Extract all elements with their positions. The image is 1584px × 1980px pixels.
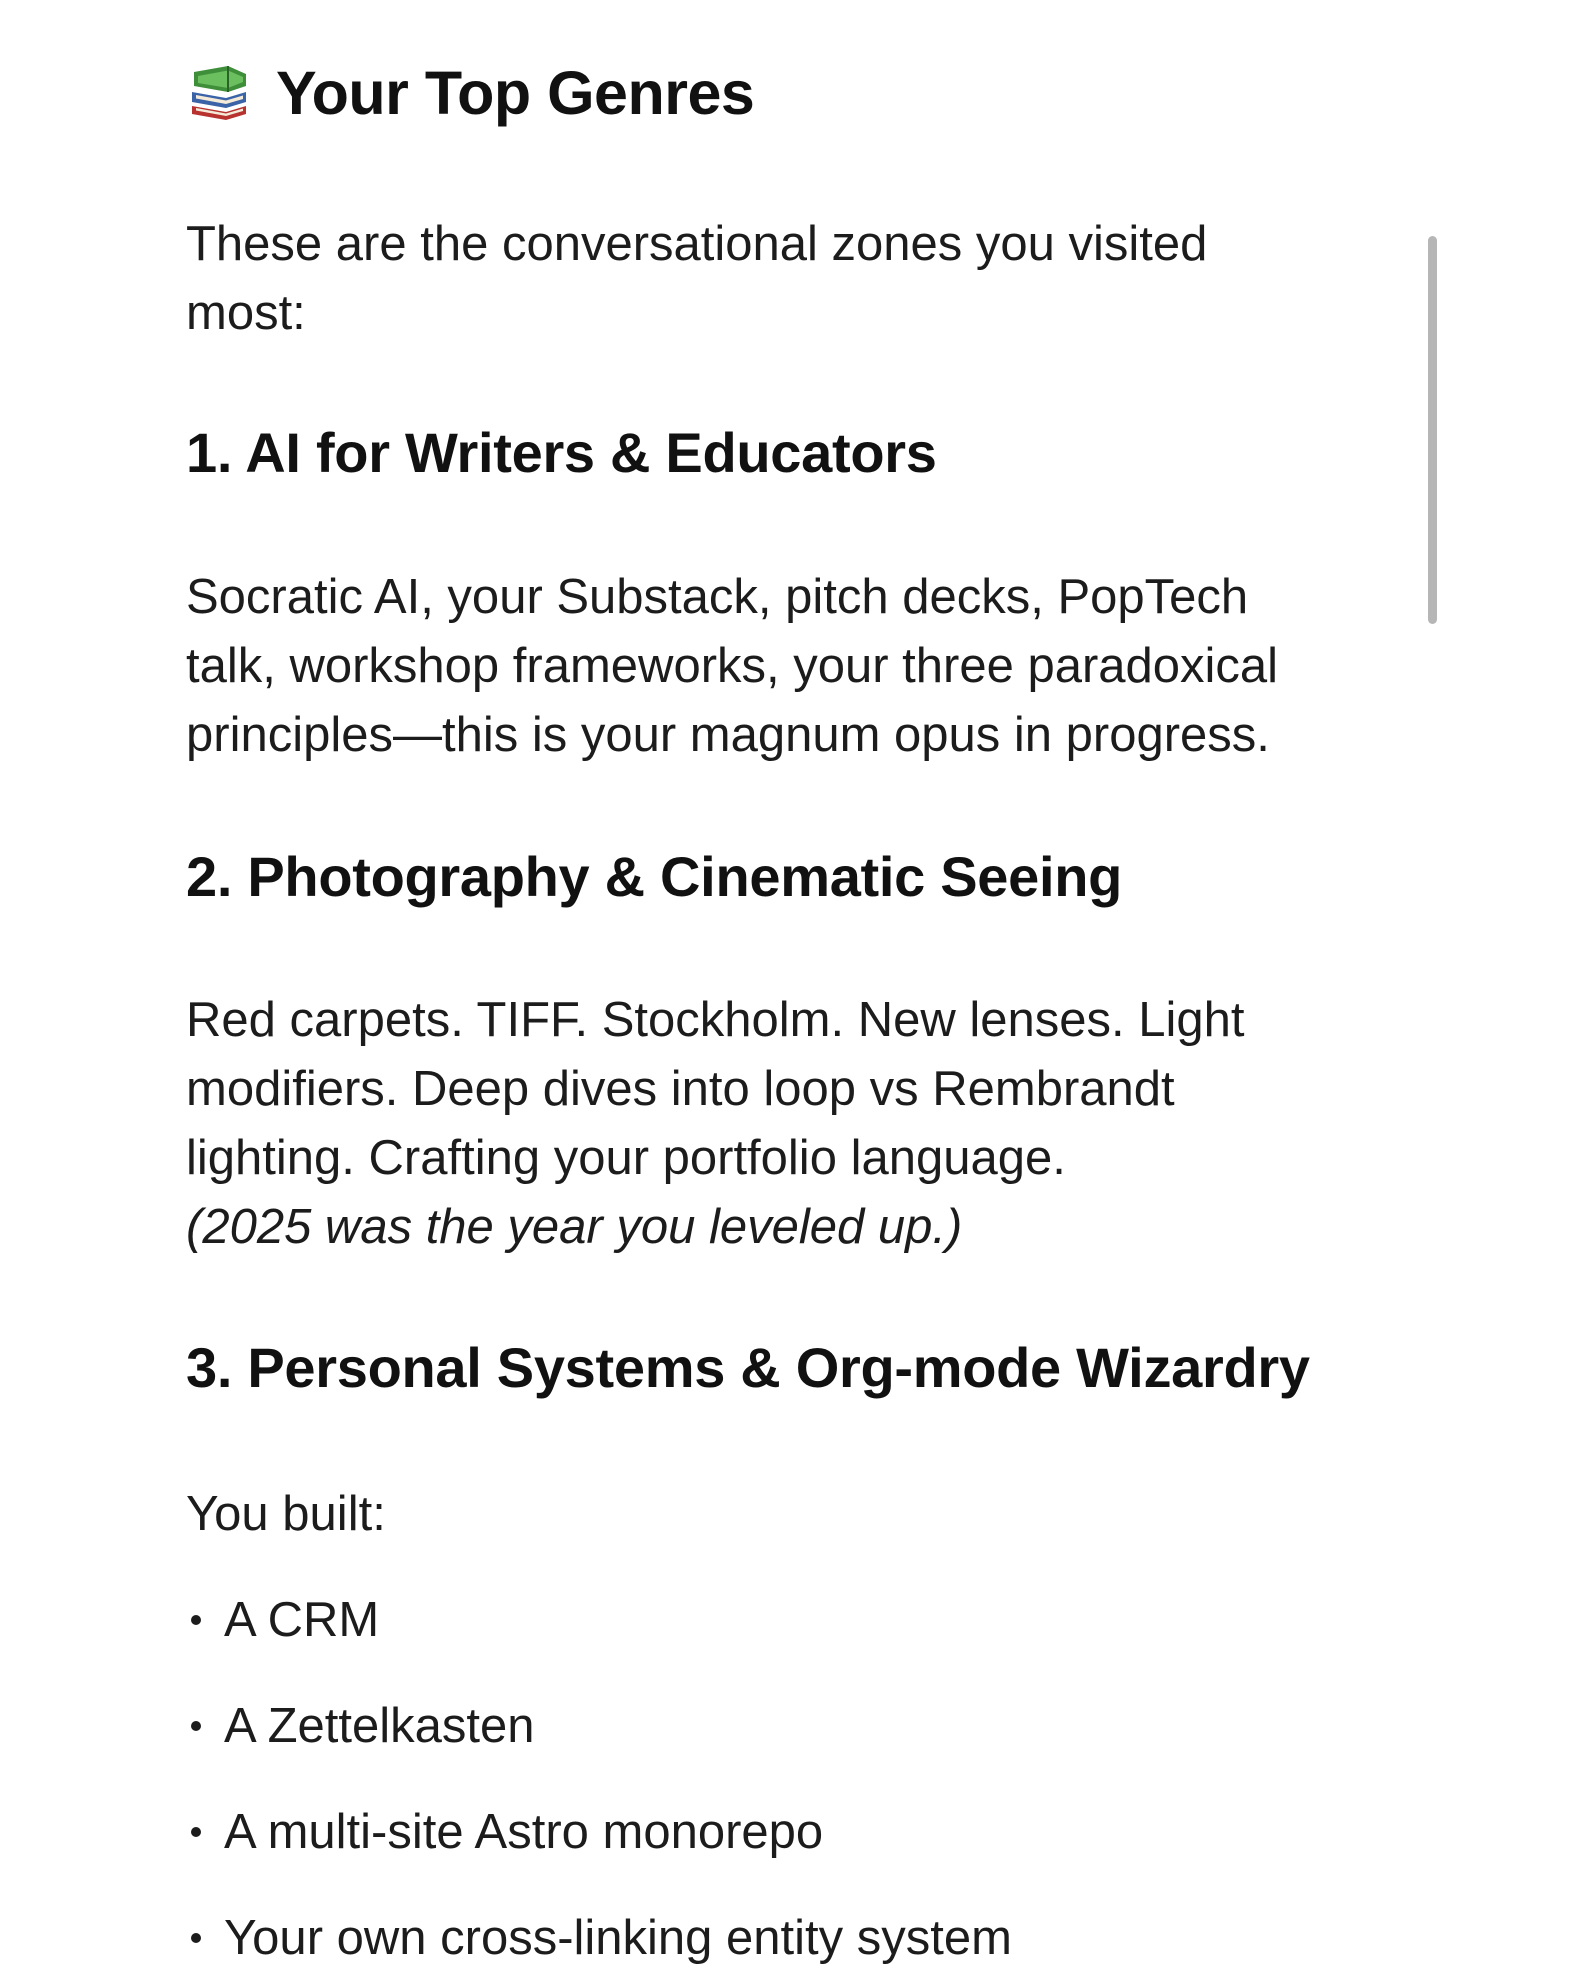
- genre-heading-1: 1. AI for Writers & Educators: [186, 421, 937, 484]
- bullet-icon: [191, 1827, 201, 1837]
- italic-note: (2025 was the year you leveled up.): [186, 1200, 963, 1254]
- list-item: [186, 1590, 379, 1650]
- description-line: principles—this is your magnum opus in progress.: [186, 708, 1270, 762]
- list-item: [186, 1696, 535, 1756]
- page-title: Your Top Genres: [276, 59, 755, 127]
- list-item-text: A multi-site Astro monorepo: [224, 1805, 824, 1859]
- intro-line: These are the conversational zones you visited: [186, 217, 1208, 271]
- genre-description-2: [186, 986, 1376, 1262]
- intro-line: most:: [186, 286, 306, 340]
- description-line: You built:: [186, 1487, 386, 1541]
- genre-3-intro: [186, 1480, 1376, 1549]
- description-line: Red carpets. TIFF. Stockholm. New lenses. Light: [186, 993, 1245, 1047]
- description-line: talk, workshop frameworks, your three paradoxical: [186, 639, 1279, 693]
- list-item-text: A Zettelkasten: [224, 1699, 535, 1753]
- genre-heading-3: 3. Personal Systems & Org-mode Wizardry: [186, 1336, 1310, 1399]
- bullet-icon: [191, 1721, 201, 1731]
- title-row: [186, 58, 754, 128]
- genre-description-1: [186, 563, 1376, 770]
- bullet-icon: [191, 1933, 201, 1943]
- genre-heading-2: 2. Photography & Cinematic Seeing: [186, 845, 1123, 908]
- list-item-text: A CRM: [224, 1593, 380, 1647]
- list-item: [186, 1802, 823, 1862]
- list-item-text: Your own cross-linking entity system: [224, 1911, 1012, 1965]
- description-line: Socratic AI, your Substack, pitch decks, PopTech: [186, 570, 1249, 624]
- intro-paragraph: [186, 210, 1376, 348]
- scrollbar[interactable]: [1428, 236, 1437, 624]
- description-line: modifiers. Deep dives into loop vs Rembrandt: [186, 1062, 1175, 1116]
- books-icon: [186, 62, 250, 124]
- bullet-icon: [191, 1615, 201, 1625]
- description-line: lighting. Crafting your portfolio language.: [186, 1131, 1066, 1185]
- list-item: [186, 1908, 1012, 1968]
